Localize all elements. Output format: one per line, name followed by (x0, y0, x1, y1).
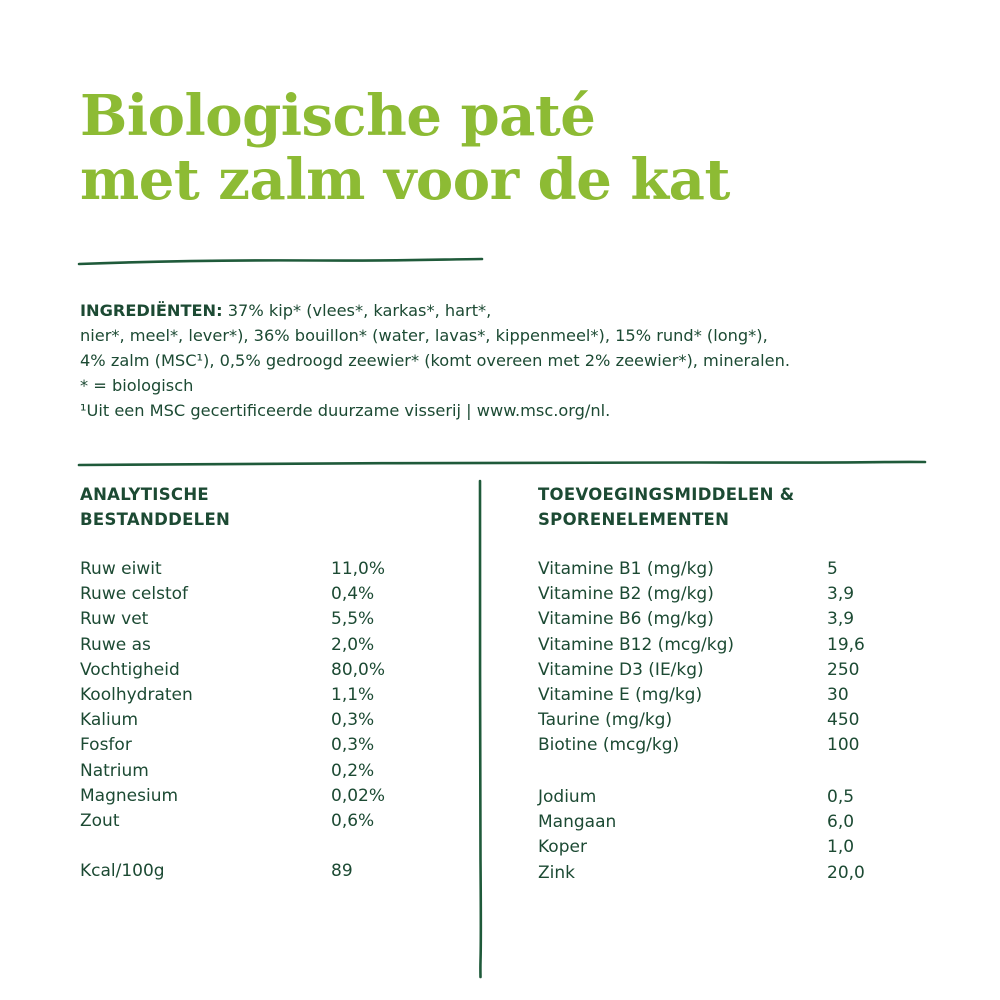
analytical-heading-line-1: ANALYTISCHE (80, 485, 210, 504)
row-spacer (538, 759, 938, 786)
row-value: 20,0 (827, 862, 865, 883)
row-label: Ruw eiwit (80, 559, 162, 579)
row-value: 5 (827, 559, 838, 579)
column-divider (476, 480, 486, 980)
row-label: Vochtigheid (80, 659, 180, 680)
table-row (80, 683, 440, 708)
analytical-heading (80, 482, 230, 532)
row-value: 250 (827, 659, 860, 680)
table-row (80, 658, 440, 683)
row-value: 30 (827, 684, 849, 705)
row-label: Koper (538, 837, 587, 858)
row-label: Ruw vet (80, 609, 149, 630)
section-divider (78, 458, 928, 470)
table-row (538, 733, 938, 758)
row-spacer (80, 834, 440, 859)
ingredients-label: INGREDIËNTEN: (80, 301, 223, 320)
table-row (538, 658, 938, 683)
row-value: 1,0 (827, 837, 855, 858)
row-value: 3,9 (827, 584, 855, 605)
kcal-row (80, 859, 440, 884)
table-row (80, 809, 440, 834)
row-value: 6,0 (827, 812, 855, 833)
table-row (80, 607, 440, 632)
row-label: Zout (80, 810, 120, 831)
row-label: Biotine (mcg/kg) (538, 735, 680, 756)
analytical-heading-line-2: BESTANDDELEN (80, 510, 231, 529)
row-label: Vitamine B12 (mcg/kg) (538, 634, 735, 655)
table-row (80, 708, 440, 733)
table-row (538, 708, 938, 733)
row-value: 0,02% (331, 785, 386, 806)
row-value: 80,0% (331, 659, 386, 680)
row-value: 450 (827, 710, 860, 731)
table-row (80, 733, 440, 758)
row-value: 0,3% (331, 735, 375, 756)
ingredients-line-3: 4% zalm (MSC¹), 0,5% gedroogd zeewier* (komt overeen met 2% zeewier*), mineralen. (80, 351, 790, 370)
ingredients-line-2: nier*, meel*, lever*), 36% bouillon* (water, lavas*, kippenmeel*), 15% rund* (long*), (80, 326, 768, 345)
table-row (80, 633, 440, 658)
ingredients-footnote-msc: ¹Uit een MSC gecertificeerde duurzame visserij | www.msc.org/nl. (80, 401, 611, 420)
row-label: Vitamine B6 (mg/kg) (538, 609, 714, 630)
row-value: 0,2% (331, 760, 375, 781)
table-row (538, 607, 938, 632)
row-label: Vitamine B1 (mg/kg) (538, 559, 714, 579)
title-line-2: met zalm voor de kat (80, 147, 730, 213)
additives-heading-line-1: TOEVOEGINGSMIDDELEN & (538, 485, 795, 504)
table-row (80, 759, 440, 784)
table-row (538, 810, 938, 835)
row-label: Jodium (538, 787, 597, 807)
row-label: Vitamine E (mg/kg) (538, 684, 703, 705)
title-divider (78, 256, 484, 268)
row-label: Kalium (80, 710, 139, 731)
row-value: 0,5 (827, 787, 855, 807)
title-line-1: Biologische paté (80, 83, 596, 149)
row-label: Koolhydraten (80, 684, 193, 705)
table-row (80, 557, 440, 582)
table-row (538, 785, 938, 810)
row-label: Vitamine B2 (mg/kg) (538, 584, 714, 605)
row-label: Natrium (80, 760, 149, 781)
table-row (538, 633, 938, 658)
table-row (80, 582, 440, 607)
row-value: 5,5% (331, 609, 375, 630)
row-value: 0,6% (331, 810, 375, 831)
row-value: 1,1% (331, 684, 375, 705)
table-row (538, 861, 938, 886)
row-value: 0,4% (331, 584, 375, 605)
row-value: 2,0% (331, 634, 375, 655)
row-label: Zink (538, 862, 575, 883)
ingredients-footnote-organic: * = biologisch (80, 376, 194, 395)
ingredients-block (80, 298, 960, 423)
additives-heading (538, 482, 795, 532)
table-row (538, 582, 938, 607)
row-value: 19,6 (827, 634, 865, 655)
row-value: 0,3% (331, 710, 375, 731)
row-label: Taurine (mg/kg) (538, 710, 673, 731)
table-row (538, 557, 938, 582)
row-label: Vitamine D3 (IE/kg) (538, 659, 704, 680)
row-label: Magnesium (80, 785, 179, 806)
ingredients-line-1 (80, 298, 960, 323)
table-row (538, 835, 938, 860)
row-value: 100 (827, 735, 860, 756)
row-label: Ruwe celstof (80, 584, 189, 605)
kcal-label: Kcal/100g (80, 861, 165, 882)
additives-table (538, 557, 938, 886)
table-row (538, 683, 938, 708)
row-label: Mangaan (538, 812, 617, 833)
additives-heading-line-2: SPORENELEMENTEN (538, 510, 730, 529)
table-row (80, 784, 440, 809)
row-label: Ruwe as (80, 634, 151, 655)
ingredients-text-1: 37% kip* (vlees*, karkas*, hart*, (222, 301, 492, 320)
row-value: 11,0% (331, 559, 386, 579)
row-value: 3,9 (827, 609, 855, 630)
product-title (80, 84, 730, 212)
row-label: Fosfor (80, 735, 132, 756)
kcal-value: 89 (331, 861, 353, 882)
analytical-table (80, 557, 440, 884)
